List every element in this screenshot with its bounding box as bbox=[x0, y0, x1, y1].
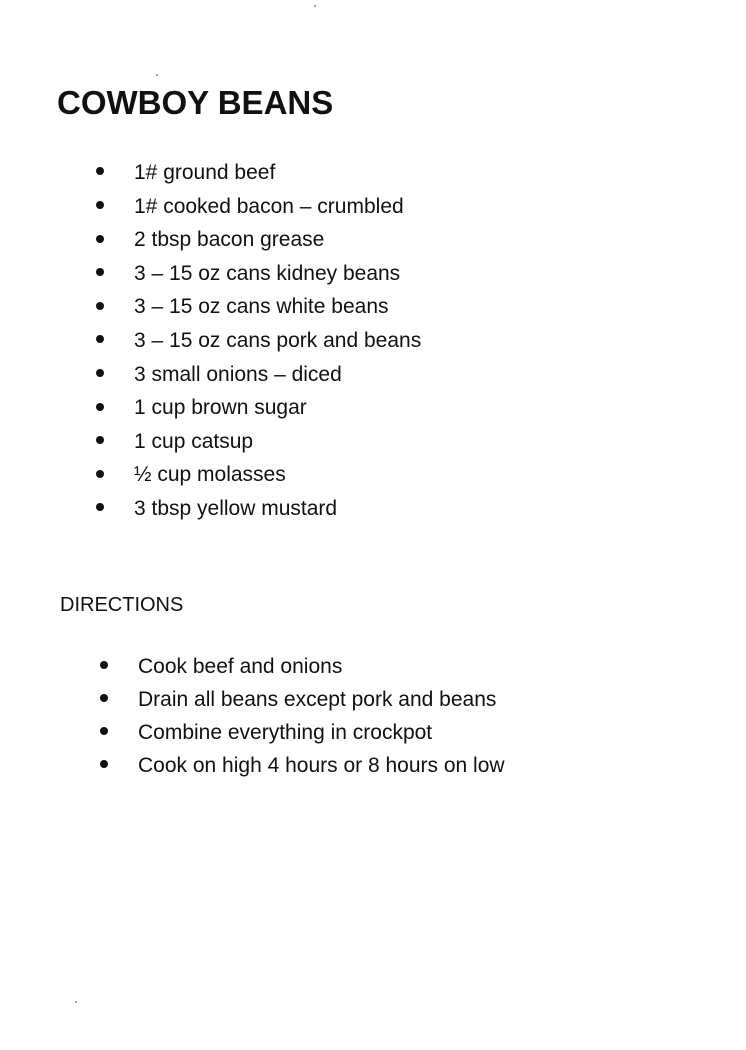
ingredient-item bbox=[96, 190, 421, 224]
ingredient-text: 3 – 15 oz cans kidney beans bbox=[134, 261, 401, 285]
bullet-icon bbox=[96, 369, 104, 377]
scan-speck bbox=[75, 1001, 77, 1003]
bullet-icon bbox=[96, 335, 104, 343]
ingredient-text: 2 tbsp bacon grease bbox=[134, 228, 325, 252]
ingredient-text: 3 – 15 oz cans white beans bbox=[134, 295, 389, 319]
direction-item bbox=[100, 749, 505, 782]
direction-item bbox=[100, 716, 505, 749]
ingredient-text: 1# cooked bacon – crumbled bbox=[134, 194, 404, 218]
ingredient-item bbox=[96, 257, 421, 291]
ingredient-text: 3 tbsp yellow mustard bbox=[134, 496, 338, 520]
direction-text: Cook on high 4 hours or 8 hours on low bbox=[138, 754, 505, 777]
ingredient-text: 1# ground beef bbox=[134, 161, 276, 184]
bullet-icon bbox=[96, 201, 104, 209]
ingredient-item bbox=[96, 324, 421, 358]
bullet-icon bbox=[100, 760, 108, 768]
scan-speck bbox=[156, 74, 158, 76]
ingredient-item bbox=[96, 391, 421, 425]
ingredient-item bbox=[96, 223, 421, 257]
bullet-icon bbox=[100, 694, 108, 702]
bullet-icon bbox=[96, 470, 104, 478]
bullet-icon bbox=[96, 503, 104, 511]
ingredient-text: 1 cup brown sugar bbox=[134, 396, 307, 420]
ingredient-text: 3 small onions – diced bbox=[134, 362, 342, 386]
direction-text: Drain all beans except pork and beans bbox=[138, 688, 497, 711]
ingredient-item bbox=[96, 358, 421, 392]
directions-list bbox=[100, 650, 505, 782]
directions-heading: DIRECTIONS bbox=[60, 594, 184, 616]
recipe-title: COWBOY BEANS bbox=[57, 84, 334, 121]
bullet-icon bbox=[96, 302, 104, 310]
ingredient-text: 1 cup catsup bbox=[134, 429, 254, 453]
bullet-icon bbox=[100, 727, 108, 735]
ingredient-item bbox=[96, 458, 421, 492]
direction-text: Cook beef and onions bbox=[138, 655, 343, 678]
ingredients-list bbox=[96, 156, 421, 526]
ingredient-item bbox=[96, 290, 421, 324]
ingredient-text: ½ cup molasses bbox=[134, 463, 286, 487]
bullet-icon bbox=[96, 436, 104, 444]
direction-item bbox=[100, 683, 505, 716]
bullet-icon bbox=[96, 268, 104, 276]
scan-speck bbox=[314, 5, 316, 7]
ingredient-text: 3 – 15 oz cans pork and beans bbox=[134, 328, 422, 352]
direction-item bbox=[100, 650, 505, 683]
direction-text: Combine everything in crockpot bbox=[138, 721, 433, 744]
bullet-icon bbox=[100, 661, 108, 669]
ingredient-item bbox=[96, 425, 421, 459]
bullet-icon bbox=[96, 403, 104, 411]
ingredient-item bbox=[96, 492, 421, 526]
ingredient-item bbox=[96, 156, 421, 190]
bullet-icon bbox=[96, 167, 104, 175]
bullet-icon bbox=[96, 235, 104, 243]
